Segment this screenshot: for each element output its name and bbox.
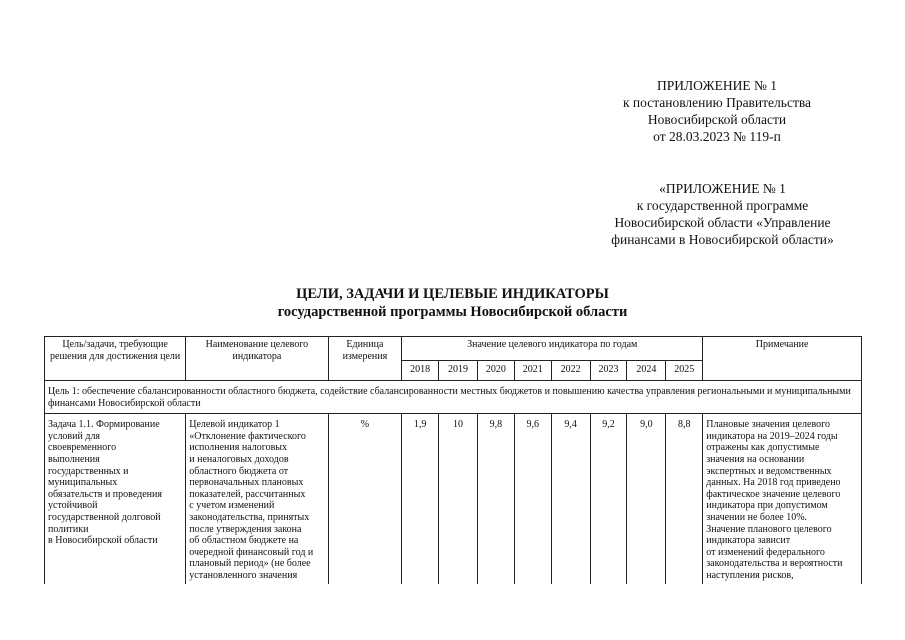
value-cell: 9,6 xyxy=(514,414,551,584)
year-header: 2024 xyxy=(627,361,666,381)
document-subtitle: государственной программы Новосибирской области xyxy=(277,304,628,320)
annex-2-block xyxy=(580,180,865,248)
annex-2-line1: «ПРИЛОЖЕНИЕ № 1 xyxy=(659,181,786,196)
value-cell: 8,8 xyxy=(666,414,703,584)
value-cell: 1,9 xyxy=(402,414,439,584)
annex-2-line3: Новосибирской области «Управление xyxy=(614,215,831,230)
value-cell: 9,0 xyxy=(627,414,666,584)
value-cell: 9,8 xyxy=(477,414,514,584)
indicators-table xyxy=(44,336,862,584)
value-cell: 9,4 xyxy=(551,414,590,584)
value-cell: 9,2 xyxy=(590,414,627,584)
year-header: 2021 xyxy=(514,361,551,381)
header-note: Примечание xyxy=(703,337,862,381)
annex-1-block xyxy=(592,77,842,145)
table-header-row xyxy=(45,337,862,361)
task-text: Задача 1.1. Формирование условий для своевременного выполнения государственных и муниципальных обязательств и проведения устойчивой государственной долговой политики в Новосибирской области xyxy=(45,414,186,584)
year-header: 2020 xyxy=(477,361,514,381)
annex-2-line2: к государственной программе xyxy=(636,198,809,213)
annex-1-line4: от 28.03.2023 № 119-п xyxy=(653,129,781,144)
task-row xyxy=(45,414,862,584)
year-header: 2022 xyxy=(551,361,590,381)
indicator-text: Целевой индикатор 1 «Отклонение фактического исполнения налоговых и неналоговых доходов областного бюджета от первоначальных плановых показателей, рассчитанных с учетом изменений законодательства, принятых после утверждения закона об областном бюджете на очередной финансовый год и плановый период» (не более установленного значения xyxy=(186,414,328,584)
annex-1-line2: к постановлению Правительства xyxy=(622,95,812,110)
goal-row xyxy=(45,381,862,414)
unit-cell: % xyxy=(328,414,402,584)
note-text: Плановые значения целевого индикатора на 2019–2024 годы отражены как допустимые значения на основании экспертных и ведомственных данных. На 2018 год приведено фактическое значение целевого индикатора при допустимом значении не более 10%. Значение планового целевого индикатора зависит от изменений федерального законодательства и вероятности наступления рисков, xyxy=(703,414,862,584)
annex-2-line4: финансами в Новосибирской области» xyxy=(611,232,834,247)
header-goal: Цель/задачи, требующие решения для достижения цели xyxy=(45,337,186,381)
goal-text: Цель 1: обеспечение сбалансированности областного бюджета, содействие сбалансированности местных бюджетов и повышению качества управления региональными и муниципальными финансами Новосибирской области xyxy=(45,381,862,414)
value-cell: 10 xyxy=(439,414,478,584)
year-header: 2019 xyxy=(439,361,478,381)
annex-1-line1: ПРИЛОЖЕНИЕ № 1 xyxy=(656,78,778,93)
header-values-by-year: Значение целевого индикатора по годам xyxy=(402,337,703,361)
header-indicator: Наименование целевого индикатора xyxy=(186,337,328,381)
document-title: ЦЕЛИ, ЗАДАЧИ И ЦЕЛЕВЫЕ ИНДИКАТОРЫ xyxy=(296,286,609,302)
year-header: 2018 xyxy=(402,361,439,381)
annex-1-line3: Новосибирской области xyxy=(647,112,787,127)
header-unit: Единица измерения xyxy=(328,337,402,381)
year-header: 2025 xyxy=(666,361,703,381)
year-header: 2023 xyxy=(590,361,627,381)
